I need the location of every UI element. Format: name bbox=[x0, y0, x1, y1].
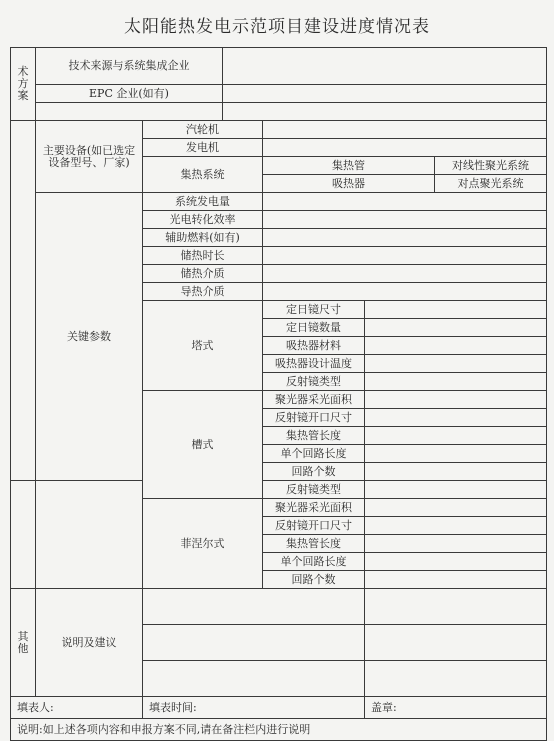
param-field[interactable] bbox=[263, 247, 547, 265]
label-trough: 槽式 bbox=[143, 391, 263, 499]
label-main-equipment: 主要设备(如已选定设备型号、厂家) bbox=[36, 121, 143, 193]
label-tech-source: 技术来源与系统集成企业 bbox=[36, 48, 223, 85]
param-field[interactable] bbox=[365, 535, 547, 553]
param-field[interactable] bbox=[263, 193, 547, 211]
label-receiver: 吸热器 bbox=[263, 175, 435, 193]
param-label: 反射镜类型 bbox=[263, 481, 365, 499]
section-tech-plan: 术 方 案 bbox=[11, 48, 36, 121]
param-field[interactable] bbox=[263, 229, 547, 247]
param-label: 集热管长度 bbox=[263, 427, 365, 445]
param-label: 单个回路长度 bbox=[263, 553, 365, 571]
field-epc[interactable] bbox=[223, 85, 547, 103]
label-notes-suggestions: 说明及建议 bbox=[36, 589, 143, 697]
param-label: 回路个数 bbox=[263, 571, 365, 589]
param-field[interactable] bbox=[365, 373, 547, 391]
param-field[interactable] bbox=[365, 499, 547, 517]
param-field[interactable] bbox=[365, 391, 547, 409]
param-field[interactable] bbox=[365, 481, 547, 499]
field-notes-extra[interactable] bbox=[365, 661, 547, 697]
section-blank bbox=[36, 481, 143, 589]
label-turbine: 汽轮机 bbox=[143, 121, 263, 139]
section-blank bbox=[11, 481, 36, 589]
section-other: 其 他 bbox=[11, 589, 36, 697]
section-blank bbox=[11, 121, 36, 481]
blank-cell bbox=[223, 103, 547, 121]
param-label: 定日镜尺寸 bbox=[263, 301, 365, 319]
label-point-focus: 对点聚光系统 bbox=[435, 175, 547, 193]
field-turbine[interactable] bbox=[263, 121, 547, 139]
progress-table bbox=[10, 47, 547, 741]
param-field[interactable] bbox=[365, 355, 547, 373]
field-tech-source[interactable] bbox=[223, 48, 547, 85]
param-label: 聚光器采光面积 bbox=[263, 499, 365, 517]
param-label: 吸热器设计温度 bbox=[263, 355, 365, 373]
param-field[interactable] bbox=[263, 283, 547, 301]
param-field[interactable] bbox=[365, 463, 547, 481]
field-generator[interactable] bbox=[263, 139, 547, 157]
param-label: 系统发电量 bbox=[143, 193, 263, 211]
param-label: 反射镜开口尺寸 bbox=[263, 517, 365, 535]
param-label: 聚光器采光面积 bbox=[263, 391, 365, 409]
label-linear-focus: 对线性聚光系统 bbox=[435, 157, 547, 175]
field-notes[interactable] bbox=[143, 661, 365, 697]
param-field[interactable] bbox=[263, 265, 547, 283]
param-label: 吸热器材料 bbox=[263, 337, 365, 355]
field-notes[interactable] bbox=[143, 625, 365, 661]
footnote: 说明:如上述各项内容和申报方案不同,请在备注栏内进行说明 bbox=[11, 719, 547, 741]
label-epc: EPC 企业(如有) bbox=[36, 85, 223, 103]
label-fresnel: 菲涅尔式 bbox=[143, 499, 263, 589]
param-field[interactable] bbox=[365, 409, 547, 427]
label-collector-tube: 集热管 bbox=[263, 157, 435, 175]
field-notes[interactable] bbox=[143, 589, 365, 625]
field-notes-extra[interactable] bbox=[365, 589, 547, 625]
param-field[interactable] bbox=[365, 553, 547, 571]
field-notes-extra[interactable] bbox=[365, 625, 547, 661]
label-seal: 盖章: bbox=[365, 697, 547, 719]
label-fill-time: 填表时间: bbox=[143, 697, 365, 719]
param-label: 辅助燃料(如有) bbox=[143, 229, 263, 247]
param-label: 反射镜开口尺寸 bbox=[263, 409, 365, 427]
label-key-params: 关键参数 bbox=[36, 193, 143, 481]
param-label: 储热介质 bbox=[143, 265, 263, 283]
param-field[interactable] bbox=[365, 427, 547, 445]
param-label: 储热时长 bbox=[143, 247, 263, 265]
param-field[interactable] bbox=[365, 445, 547, 463]
blank-cell bbox=[36, 103, 223, 121]
param-field[interactable] bbox=[365, 301, 547, 319]
param-label: 集热管长度 bbox=[263, 535, 365, 553]
param-field[interactable] bbox=[365, 337, 547, 355]
param-label: 定日镜数量 bbox=[263, 319, 365, 337]
label-generator: 发电机 bbox=[143, 139, 263, 157]
page-title: 太阳能热发电示范项目建设进度情况表 bbox=[124, 17, 430, 37]
param-field[interactable] bbox=[365, 319, 547, 337]
param-label: 单个回路长度 bbox=[263, 445, 365, 463]
label-filler: 填表人: bbox=[11, 697, 143, 719]
param-label: 反射镜类型 bbox=[263, 373, 365, 391]
param-label: 导热介质 bbox=[143, 283, 263, 301]
param-field[interactable] bbox=[365, 517, 547, 535]
param-field[interactable] bbox=[263, 211, 547, 229]
param-field[interactable] bbox=[365, 571, 547, 589]
param-label: 光电转化效率 bbox=[143, 211, 263, 229]
label-tower: 塔式 bbox=[143, 301, 263, 391]
param-label: 回路个数 bbox=[263, 463, 365, 481]
label-collector-system: 集热系统 bbox=[143, 157, 263, 193]
